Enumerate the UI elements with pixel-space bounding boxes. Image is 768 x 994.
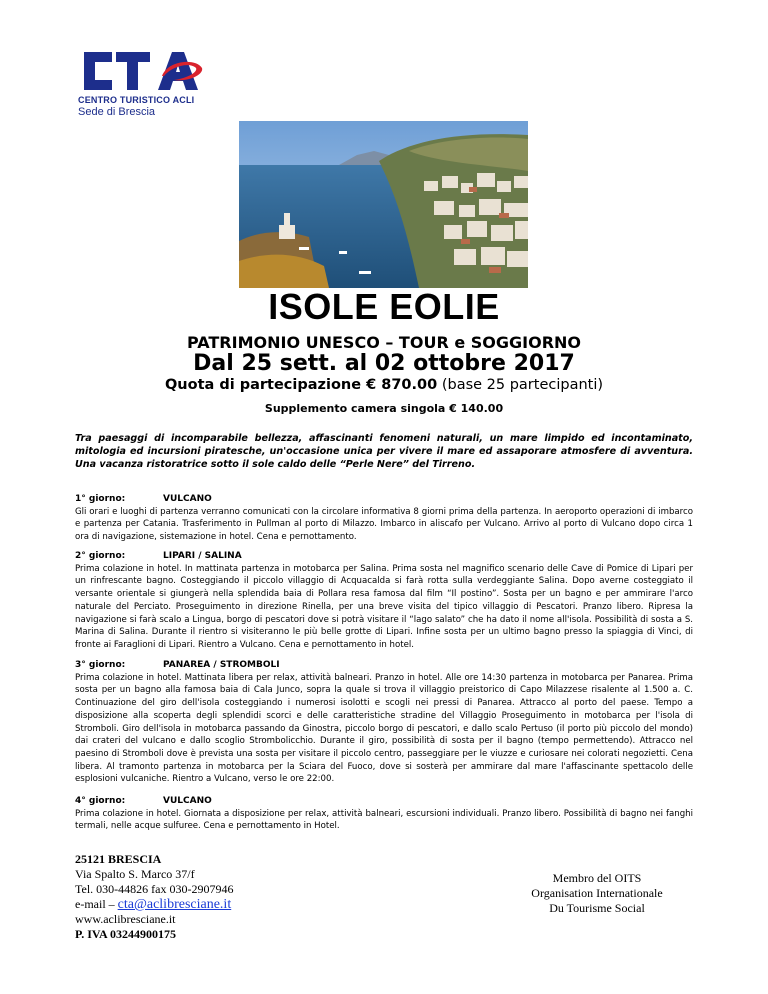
contact-city: 25121 BRESCIA [75,852,162,866]
member-line: Organisation Internationale [531,886,663,900]
logo-org-name: CENTRO TURISTICO ACLI [78,95,195,105]
day-heading [75,659,693,672]
contact-block [75,852,233,942]
day-text: Gli orari e luoghi di partenza verranno comunicati con la circolare informativa 8 giorni prima della partenza. In aeroporto operazioni di imbarco e partenza per Catania. Trasferimento in Pullman al porto di Milazzo. Imbarco in aliscafo per Vulcano. Arrivo al porto di Vulcano dopo circa 1 ora di navigazione, sistemazione in hotel. Cena e pernottamento. [75,506,693,543]
day-text: Prima colazione in hotel. Giornata a disposizione per relax, attività balneari, escursioni individuali. Pranzo libero. Possibilità di bagno nei fanghi termali, nelle acque sulfuree. Cena e pernottamento in Hotel. [75,808,693,832]
price-note: (base 25 partecipanti) [441,377,604,393]
day-heading [75,550,693,563]
day-number: 4° giorno: [75,796,126,806]
logo-branch: Sede di Brescia [78,106,156,118]
page-title: ISOLE EOLIE [268,286,500,327]
island-photo [239,121,528,288]
contact-email-line [75,897,233,912]
cta-logo-mark [78,46,208,96]
day-text: Prima colazione in hotel. Mattinata libera per relax, attività balneari. Pranzo in hotel. Alle ore 14:30 partenza in motobarca per Panarea. Prima sosta per un bagno alla famosa baia di Cala Junco, sopra la quale si trova il villaggio preistorico di Capo Milazzese risalente al 1.500 a. C. Continuazione del giro dell'isola costeggiando i numerosi isolotti e scogli nei pressi di Panarea. Attracco al porto del paese. Tempo a disposizione alla scoperta degli splendidi scorci e delle caratteristiche stradine del Villaggio Proseguimento in motobarca per l'isola di Stromboli. Giro dell'isola in motobarca passando da Ginostra, piccolo borgo di pescatori, e dallo scalo Pertuso (il porto più piccolo del mondo) dai crateri del vulcano e dallo scoglio Strombolicchio. Durante il giro, possibilità di sosta per il bagno (tempo permettendo). Attracco nel paesino di Stromboli dove è prevista una sosta per visitare il piccolo centro, passeggiare per le viuzze e curiosare nei colorati negozietti. Cena libera. Al tramonto partenza in motobarca per la Sciara del Fuoco, dove si sosterà per ammirare dal mare l'affascinante spettacolo delle esplosioni vulcaniche. Rientro a Vulcano, verso le ore 22:00. [75,672,693,785]
itinerary-day [75,550,693,652]
day-number: 2° giorno: [75,551,126,561]
email-prefix: e-mail – [75,897,115,911]
itinerary-day [75,659,693,786]
day-place: LIPARI / SALINA [163,551,242,561]
day-place: VULCANO [163,796,212,806]
day-place: PANAREA / STROMBOLI [163,660,280,670]
day-heading [75,795,693,808]
cta-logo [78,46,208,120]
page-subtitle: PATRIMONIO UNESCO – TOUR e SOGGIORNO [186,333,582,352]
price-label: Quota di partecipazione € 870.00 [164,377,438,393]
membership-block [502,871,692,916]
member-line: Membro del OITS [552,871,642,885]
contact-phone: Tel. 030-44826 fax 030-2907946 [75,882,234,896]
intro-paragraph: Tra paesaggi di incomparabile bellezza, affascinanti fenomeni naturali, un mare limpido ed incontaminato, mitologia ed incursioni piratesche, un'occasione unica per vivere il mare ed assaporare atmosfere di avventura. Una vacanza ristoratrice sotto il sole caldo delle “Perle Nere” del Tirreno. [75,433,693,470]
supplement-line: Supplemento camera singola € 140.00 [264,402,504,415]
contact-website[interactable]: www.aclibresciane.it [75,912,176,926]
contact-vat: P. IVA 03244900175 [75,927,177,941]
price-line [0,377,768,393]
itinerary-day [75,493,693,544]
email-link[interactable]: cta@aclibresciane.it [117,897,232,912]
day-text: Prima colazione in hotel. In mattinata partenza in motobarca per Salina. Prima sosta nel magnifico scenario delle Cave di Pomice di Lipari per un rinfrescante bagno. Costeggiando il piccolo villaggio di Acquacalda si farà rotta sulla verdeggiante Salina. Dopo averne costeggiato il versante orientale si giungerà nella splendida baia di Pollara resa famosa dal film “Il postino”. Sosta per un bagno e per ammirare l'arco naturale del Perciato. Proseguimento in direzione Rinella, per una breve visita del tipico villaggio di Pescatori. Pranzo libero. Ripresa la navigazione si farà scalo a Lingua, borgo di pescatori dove si potrà visitare il “lago salato” che ha dato il nome all'isola. Possibilità di sosta a S. Marina di Salina. Durante il rientro si visiteranno le più belle grotte di Lipari. Infine sosta per un ultimo bagno presso la spiaggia di Vinci, di fronte ai Faraglioni di Lipari. Rientro a Vulcano. Cena e pernottamento in hotel. [75,563,693,650]
itinerary-day [75,795,693,833]
day-place: VULCANO [163,494,212,504]
day-number: 1° giorno: [75,494,126,504]
day-heading [75,493,693,506]
tour-dates: Dal 25 sett. al 02 ottobre 2017 [193,351,575,376]
contact-address: Via Spalto S. Marco 37/f [75,867,195,881]
member-line: Du Tourisme Social [549,901,645,915]
day-number: 3° giorno: [75,660,126,670]
